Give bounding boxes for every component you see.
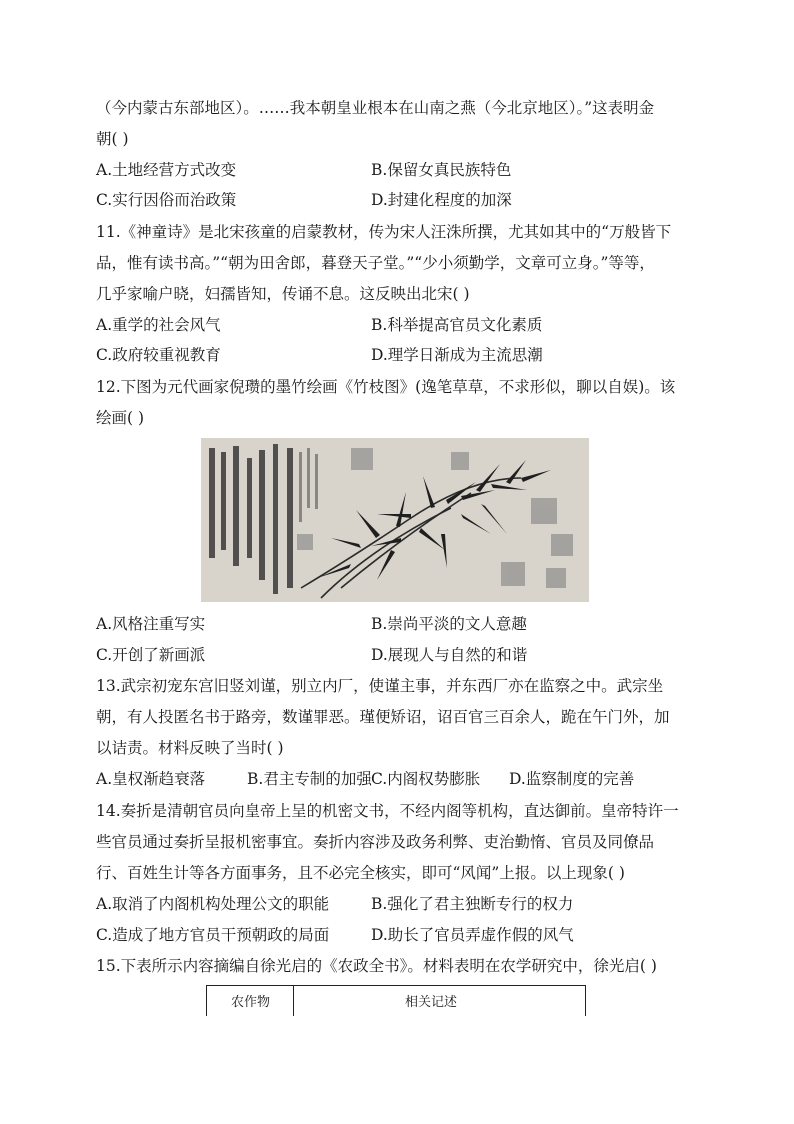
q13-option-c: C.内阁权势膨胀 [371, 770, 481, 788]
q11-option-b: B.科举提高官员文化素质 [371, 316, 543, 334]
q13-option-a: A.皇权渐趋衰落 [96, 770, 206, 788]
q14-option-a: A.取消了内阁机构处理公文的职能 [96, 895, 330, 913]
table-header-description: 相关记述 [405, 995, 458, 1010]
q14-stem-line-3: 行、百姓生计等各方面事务，且不必完全核实，即可“风闻”上报。以上现象( ) [96, 864, 625, 882]
q11-stem-line-3: 几乎家喻户晓，妇孺皆知，传诵不息。这反映出北宋( ) [96, 285, 470, 303]
q15-table [206, 985, 586, 1016]
q11-stem-line-1: 11.《神童诗》是北宋孩童的启蒙教材，传为宋人汪洙所撰，尤其如其中的“万般皆下 [96, 223, 672, 241]
q12-option-d: D.展现人与自然的和谐 [371, 646, 528, 664]
q10-option-d: D.封建化程度的加深 [371, 191, 512, 209]
q12-stem-line-2: 绘画( ) [96, 409, 145, 427]
q10-option-b: B.保留女真民族特色 [371, 161, 512, 179]
q12-option-c: C.开创了新画派 [96, 646, 206, 664]
q11-option-c: C.政府较重视教育 [96, 346, 221, 364]
q13-option-b: B.君主专制的加强 [247, 770, 372, 788]
q15-stem-line-1: 15.下表所示内容摘编自徐光启的《农政全书》。材料表明在农学研究中，徐光启( ) [96, 957, 657, 975]
q10-stem-line-2: 朝( ) [96, 130, 129, 148]
q10-option-a: A.土地经营方式改变 [96, 161, 237, 179]
table-column-divider [293, 986, 294, 1016]
q13-stem-line-3: 以诘责。材料反映了当时( ) [96, 739, 284, 757]
q14-option-d: D.助长了官员弄虚作假的风气 [371, 926, 574, 944]
q13-option-d: D.监察制度的完善 [509, 770, 635, 788]
q14-stem-line-2: 些官员通过奏折呈报机密事宜。奏折内容涉及政务利弊、吏治勤惰、官员及同僚品 [96, 833, 655, 851]
q13-stem-line-1: 13.武宗初宠东宫旧竖刘谨，别立内厂，使谨主事，并东西厂亦在监察之中。武宗坐 [96, 677, 664, 695]
q12-stem-line-1: 12.下图为元代画家倪瓒的墨竹绘画《竹枝图》(逸笔草草，不求形似，聊以自娱)。该 [96, 378, 676, 396]
q11-stem-line-2: 品，惟有读书高。”“朝为田舍郎，暮登天子堂。”“少小须勤学，文章可立身。”等等， [96, 254, 655, 272]
q12-option-b: B.崇尚平淡的文人意趣 [371, 615, 527, 633]
q13-stem-line-2: 朝，有人投匿名书于路旁，数谨罪恶。瑾便矫诏，诏百官三百余人，跪在午门外，加 [96, 708, 670, 726]
bamboo-painting-image [201, 438, 589, 602]
q11-option-d: D.理学日渐成为主流思潮 [371, 346, 543, 364]
q14-option-b: B.强化了君主独断专行的权力 [371, 895, 574, 913]
q10-option-c: C.实行因俗而治政策 [96, 191, 237, 209]
q11-option-a: A.重学的社会风气 [96, 316, 221, 334]
table-header-crop: 农作物 [231, 995, 271, 1010]
q14-stem-line-1: 14.奏折是清朝官员向皇帝上呈的机密文书，不经内阁等机构，直达御前。皇帝特许一 [96, 802, 679, 820]
q14-option-c: C.造成了地方官员干预朝政的局面 [96, 926, 330, 944]
q10-stem-line-1: （今内蒙古东部地区）。……我本朝皇业根本在山南之燕（今北京地区）。”这表明金 [96, 99, 655, 117]
q12-option-a: A.风格注重写实 [96, 615, 206, 633]
